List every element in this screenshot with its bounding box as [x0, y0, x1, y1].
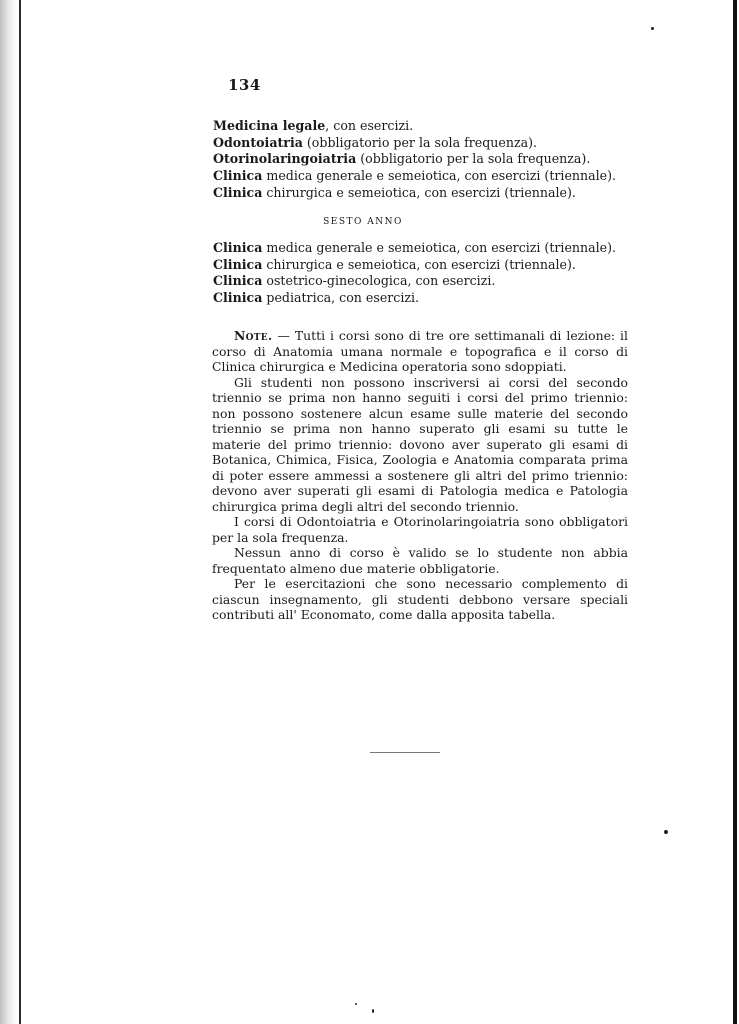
course-name: Clinica	[213, 240, 263, 255]
course-line	[213, 135, 633, 152]
course-detail: chirurgica e semeiotica, con esercizi (triennale).	[262, 184, 576, 200]
course-name: Clinica	[213, 290, 263, 306]
end-rule	[370, 752, 440, 753]
scan-speck	[651, 27, 654, 30]
course-detail: medica generale e semeiotica, con esercizi (triennale).	[262, 240, 617, 255]
scan-speck	[355, 1003, 357, 1005]
course-line	[213, 168, 633, 185]
course-detail: chirurgica e semeiotica, con esercizi (triennale).	[262, 256, 576, 272]
course-name: Otorinolaringoiatria	[213, 151, 357, 167]
course-name: Medicina legale	[213, 118, 326, 133]
note-section	[212, 328, 628, 623]
note-paragraph: I corsi di Odontoiatria e Otorinolaringoiatria sono obbligatori per la sola frequenza.	[212, 514, 628, 545]
course-detail: (obbligatorio per la sola frequenza).	[302, 134, 538, 150]
fifth-year-course-list	[213, 118, 633, 202]
course-name: Odontoiatria	[213, 134, 303, 150]
course-detail: ostetrico-ginecologica, con esercizi.	[262, 273, 496, 289]
course-detail: , con esercizi.	[325, 118, 414, 133]
course-line	[213, 273, 633, 290]
scan-right-border	[733, 0, 737, 1024]
course-line	[213, 185, 633, 202]
course-detail: (obbligatorio per la sola frequenza).	[356, 151, 591, 167]
sixth-year-course-list	[213, 240, 633, 307]
course-line	[213, 290, 633, 307]
course-detail: medica generale e semeiotica, con esercizi (triennale).	[262, 168, 617, 184]
note-paragraph	[212, 328, 628, 375]
scan-speck	[664, 830, 668, 834]
note-text: — Tutti i corsi sono di tre ore settimanali di lezione: il corso di Anatomia umana normale e topografica e il corso di Clinica chirurgica e Medicina operatoria sono sdoppiati.	[212, 328, 628, 374]
section-heading-sesto-anno: SESTO ANNO	[323, 217, 403, 227]
page-number: 134	[228, 76, 261, 94]
course-name: Clinica	[213, 168, 263, 184]
course-name: Clinica	[213, 256, 263, 272]
course-name: Clinica	[213, 184, 263, 200]
course-line	[213, 257, 633, 274]
course-line	[213, 240, 633, 257]
scan-speck	[372, 1009, 374, 1013]
course-detail: pediatrica, con esercizi.	[262, 290, 420, 306]
scan-left-border	[19, 0, 21, 1024]
course-line	[213, 151, 633, 168]
course-name: Clinica	[213, 273, 263, 289]
note-paragraph: Gli studenti non possono inscriversi ai corsi del secondo triennio se prima non hanno seguiti i corsi del primo triennio: non possono sostenere alcun esame sulle materie del secondo triennio se prima non hanno superato gli esami su tutte le materie del primo triennio: dovono aver superato gli esami di Botanica, Chimica, Fisica, Zoologia e Anatomia comparata prima di poter essere ammessi a sostenere gli altri del primo triennio: devono aver superati gli esami di Patologia medica e Patologia chirurgica prima degli altri del secondo triennio.	[212, 374, 628, 514]
note-paragraph: Nessun anno di corso è valido se lo studente non abbia frequentato almeno due materie obbligatorie.	[212, 545, 628, 576]
course-line	[213, 118, 633, 135]
note-paragraph: Per le esercitazioni che sono necessario complemento di ciascun insegnamento, gli studenti debbono versare speciali contributi all' Economato, come dalla apposita tabella.	[212, 576, 628, 622]
note-label: Note.	[234, 328, 273, 343]
